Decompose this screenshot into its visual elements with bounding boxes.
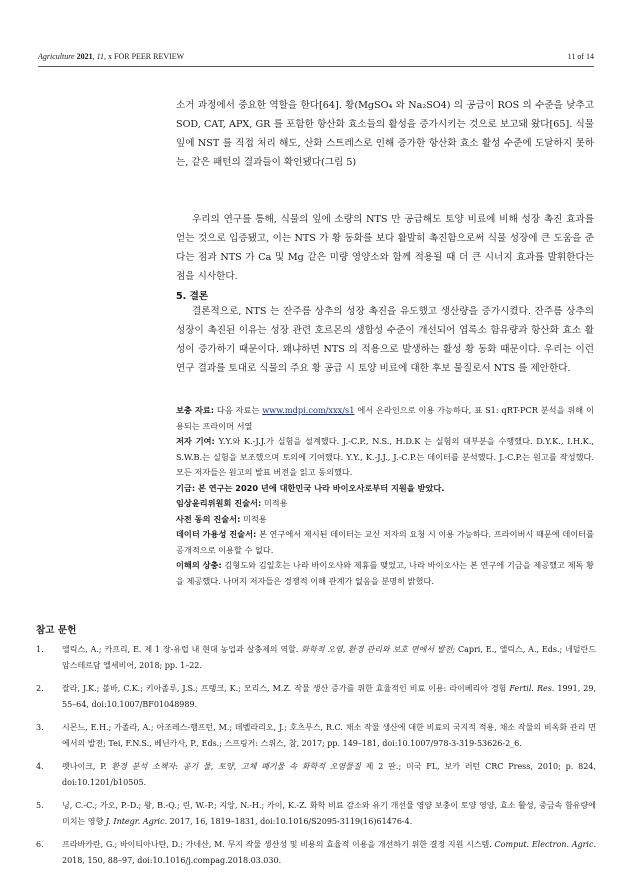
supp-label: 보충 자료:	[176, 405, 215, 415]
reference-italic: 환경 분석 소책자: 공기 물, 토양, 고체 폐기물 속 화학적 오염물질	[111, 762, 361, 771]
data-avail-label: 데이터 가용성 진술서:	[176, 529, 257, 539]
contrib-label: 저자 기여:	[176, 436, 215, 446]
reference-text: 펫나이크, P.	[62, 762, 112, 771]
reference-item	[36, 837, 596, 868]
reference-text-tail: 1991, 29, 55–64, doi:10.1007/BF01048989.	[62, 684, 596, 709]
reference-text-tail: 제 2 판.; 미국 FL, 보카 러턴 CRC Press, 2010; p. 824, doi:10.1201/b10505.	[62, 762, 596, 787]
consent-label: 사전 동의 진술서:	[176, 513, 241, 524]
journal-year: 2021	[76, 52, 93, 61]
reference-item	[36, 681, 596, 712]
consent-text: 미적용	[240, 513, 267, 524]
reference-number: 5.	[36, 801, 44, 810]
supp-text-before: 다음 자료는	[214, 405, 263, 415]
paragraph-1-text: 소거 과정에서 중요한 역할을 한다[64]. 황(MgSO₄ 와 Na₂SO4) 의 공급이 ROS 의 수준을 낮추고 SOD, CAT, APX, GR 를 포함한 항산화 효소들의 활성을 증가시키는 것으로 보고돼 왔다[65]. 식물 잎에 NST 를 직접 처리 해도, 산화 스트레스로 인해 증가한 항산화 효소 활성 수준에 도달하지 못하는, 같은 패턴의 결과들이 확인됐다(그림 5)	[176, 100, 594, 168]
journal-citation: Agriculture 2021, 11, x FOR PEER REVIEW	[38, 52, 185, 61]
reference-number: 3.	[36, 723, 44, 732]
journal-name: Agriculture	[38, 52, 75, 61]
funding-text: 기금: 본 연구는 2020 년에 대한민국 나라 바이오사로부터 지원을 받았다.	[176, 482, 445, 493]
reference-number: 2.	[36, 684, 44, 693]
section-5-title: 5. 결론	[176, 291, 209, 302]
reference-italic: Comput. Electron. Agric.	[494, 840, 597, 849]
references-title: 참고 문헌	[36, 625, 77, 636]
reference-text: 프라바카란, G.; 바이티아나탄, D.; 가네산, M. 무지 작물 생산성 및 비용의 효율적 이용을 개선하기 위한 결정 지원 시스템.	[62, 840, 495, 849]
contrib-text: Y.Y.와 K.-J.J.가 실험을 설계했다. J.-C.P., N.S., H.D.K 는 실험의 대부분을 수행했다. D.Y.K., I.H.K., S.W.B.는 실험을 보조했으며 토의에 기여했다. Y.Y., K.-J.J., J.-C.P.는 데이터를 분석했다. J.-C.P.는 원고를 작성했다. 모든 저자들은 원고의 발표 버전을 읽고 동의했다.	[176, 436, 595, 477]
reference-item	[36, 642, 596, 673]
reference-text: 시몬느, E.H.; 가졸라, A.; 아조레스-햄프턴, M.; 데벨라리오, J.; 호츠무스, R.C. 채소 작물 생산에 대한 비료의 국지적 적용, 채소 작물의 비옥화 관리 면에서의 발전; Tei, F.N.S., 베닌카사, P., Eds.; 스프링거: 스위스, 참, 2017; pp. 149–181, doi:10.1007/978-3-319-53626-2_6.	[62, 723, 596, 748]
coi-text: 김형도와 김일호는 나라 바이오사와 제휴를 맺었고, 나라 바이오사는 본 연구에 기금을 제공했고 제독 황을 제공했다. 나머지 저자들은 경쟁적 이해 관계가 없음을 분명히 밝혔다.	[176, 560, 594, 586]
back-matter	[176, 403, 594, 589]
reference-text-tail: 2018, 150, 88–97, doi:10.1016/j.compag.2018.03.030.	[62, 855, 282, 865]
irb-statement	[176, 496, 594, 512]
reference-text: 앨릭스, A.; 카프리, E. 제 1 장-유럽 내 현대 농업과 살충제의 역할.	[62, 645, 302, 654]
journal-issue: , x FOR PEER REVIEW	[104, 52, 185, 61]
funding	[176, 481, 594, 497]
page-number: 11 of 14	[567, 52, 594, 61]
data-availability	[176, 527, 594, 558]
journal-volume: 11	[96, 52, 104, 61]
irb-label: 임상윤리위원회 진술서:	[176, 498, 262, 508]
conflicts-of-interest	[176, 558, 594, 589]
reference-italic: J. Integr. Agric.	[105, 816, 168, 826]
reference-italic: Fertil. Res.	[509, 684, 555, 693]
paragraph-1	[176, 96, 594, 172]
paragraph-2	[176, 210, 594, 286]
coi-label: 이해의 상충:	[176, 560, 222, 570]
references-list	[36, 642, 596, 876]
reference-text-tail: Capri, E., 앨릭스, A., Eds.; 네덜란드 암스테르담 엘세비어, 2018; pp. 1–22.	[62, 645, 596, 670]
data-avail-text: 본 연구에서 제시된 데이터는 교신 저자의 요청 시 이용 가능하다. 프라이버시 때문에 데이터를 공개적으로 이용할 수 없다.	[176, 529, 594, 555]
supplementary-materials	[176, 403, 594, 434]
reference-italic: 화학적 오염, 환경 관리와 보호 면에서 발전;	[301, 645, 456, 654]
conclusion-text: 결론적으로, NTS 는 잔주름 상추의 성장 촉진을 유도했고 생산량을 증가시켰다. 잔주름 상추의 성장이 촉진된 이유는 성장 관련 호르몬의 생합성 수준이 개선되어 엽록소 함유량과 항산화 효소 활성이 증가하기 때문이다. 왜냐하면 NTS 의 적용으로 발생하는 활성 황 동화 때문이다. 우리는 이런 연구 결과를 토대로 식물의 주요 황 공급 시 토양 비료에 대한 후보 물질로서 NTS 를 제안한다.	[176, 306, 594, 374]
reference-item	[36, 720, 596, 751]
supp-text-after: 에서 온라인으로 이용 가능하다, 표 S1: qRT-PCR 분석을 위해 이용되는 프라이머 서열	[176, 405, 594, 431]
reference-text: 잘라, J.K.; 볼바, C.K.; 키아졸루, J.S.; 프랭크, K.; 모리스, M.Z. 작물 생산 증가를 위한 효율적인 비료 이용: 라이베리아 경험	[62, 684, 510, 693]
reference-text-tail: 2017, 16, 1819–1831, doi:10.1016/S2095-3119(16)61476-4.	[167, 816, 413, 826]
paragraph-2-text: 우리의 연구를 통해, 식물의 잎에 소량의 NTS 만 공급해도 토양 비료에 비해 성장 촉진 효과를 얻는 것으로 입증됐고, 이는 NTS 가 황 동화를 보다 활발히 촉진함으로써 식물 성장에 큰 도움을 준다는 점과 NTS 가 Ca 및 Mg 같은 미량 영양소와 함께 적용될 때 더 큰 시너지 효과를 발휘한다는 점을 시사한다.	[176, 214, 594, 282]
page-header	[38, 52, 594, 66]
supp-link[interactable]: www.mdpi.com/xxx/s1	[262, 405, 355, 415]
reference-number: 1.	[36, 645, 44, 654]
reference-number: 4.	[36, 762, 44, 771]
reference-item	[36, 798, 596, 829]
conclusion-paragraph	[176, 302, 594, 378]
author-contributions	[176, 434, 594, 481]
reference-item	[36, 759, 596, 790]
consent-statement	[176, 512, 594, 528]
header-rule	[38, 66, 594, 67]
reference-text: 닝, C.-C.; 가오, P.-D.; 왕, B.-Q.; 린, W.-P.; 지앙, N.-H.; 카이, K.-Z. 화학 비료 감소와 유기 개선물 영양 보충이 토양 영양, 효소 활성, 중금속 함유량에 미치는 영향	[62, 801, 596, 826]
irb-text: 미적용	[261, 498, 288, 508]
reference-number: 6.	[36, 840, 44, 849]
